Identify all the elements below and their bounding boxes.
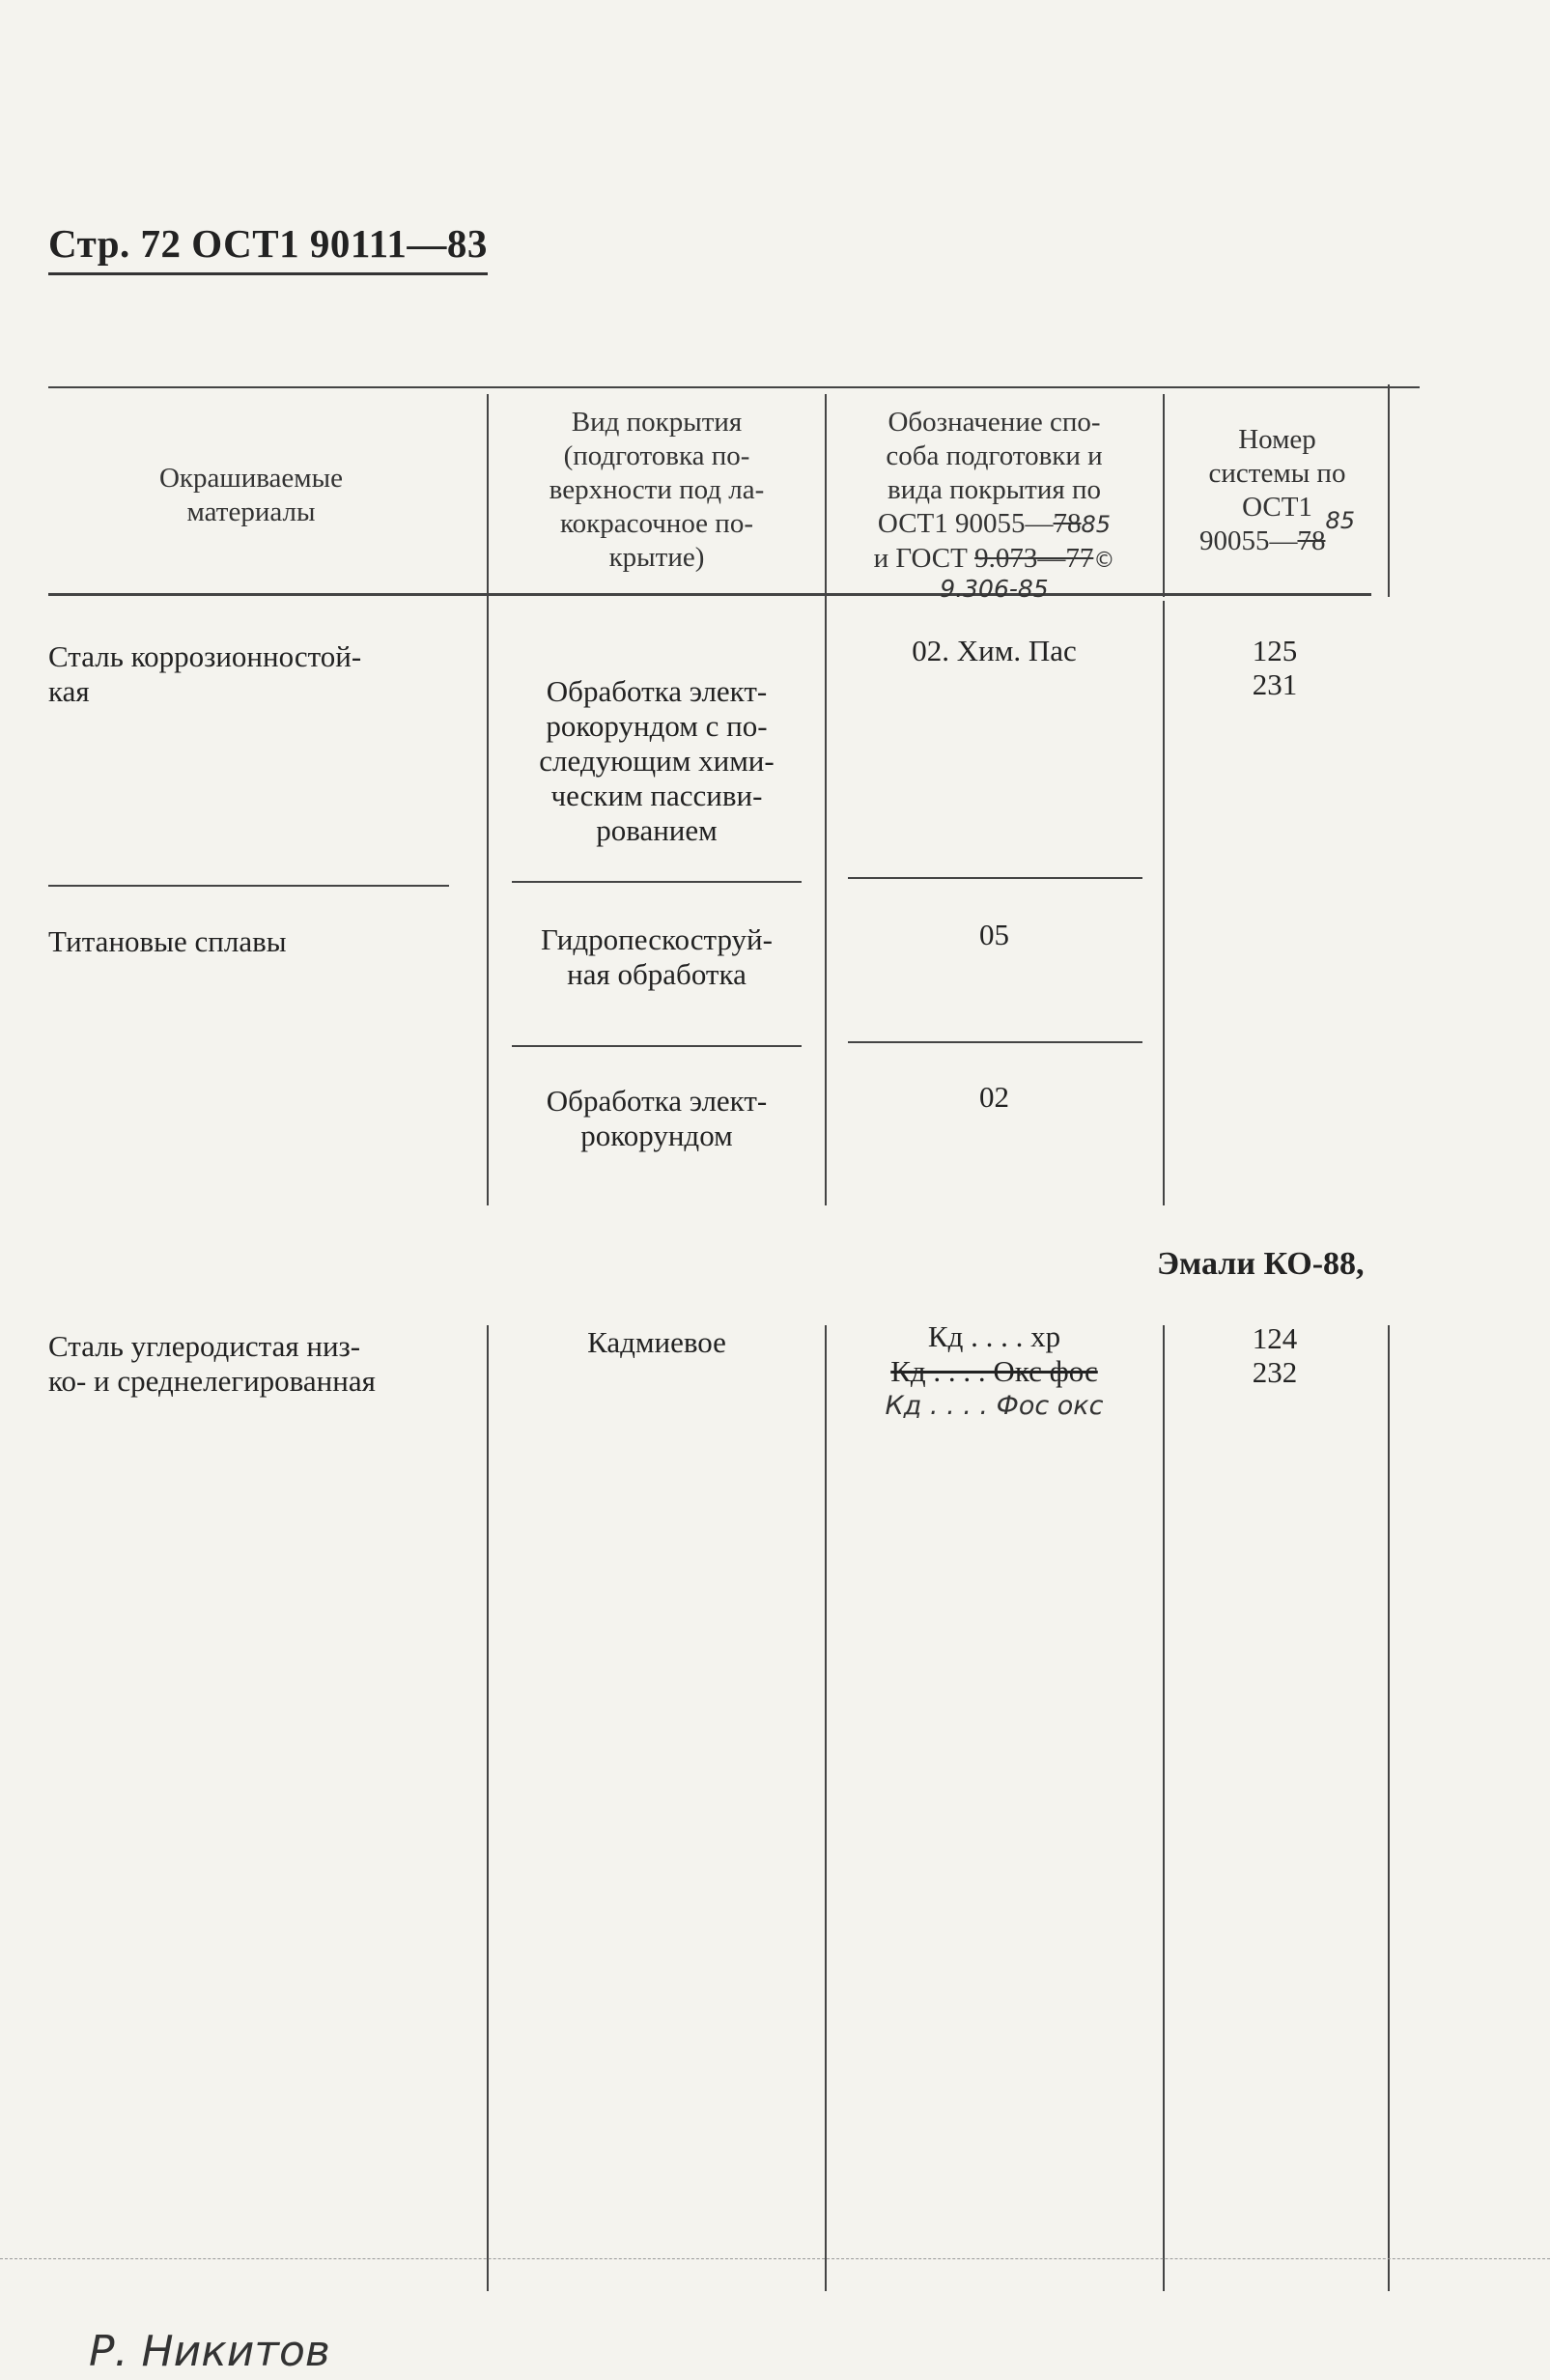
- column-divider-2-lower: [825, 1325, 827, 2291]
- material-line: ко- и среднелегированная: [48, 1364, 376, 1398]
- coating-line: рокорундом с по-: [546, 709, 768, 743]
- header-line: Обозначение спо-: [888, 407, 1101, 438]
- row4-coating: Кадмиевое: [587, 1325, 726, 1359]
- system-number: 232: [1252, 1355, 1298, 1389]
- row-separator: [848, 1041, 1142, 1043]
- header-line: [832, 542, 1156, 578]
- row4-designation: [832, 1319, 1156, 1424]
- row1-systems: [1178, 634, 1371, 701]
- system-number: 125: [1252, 634, 1298, 667]
- material-line: Сталь углеродистая низ-: [48, 1329, 361, 1363]
- header-line: крытие): [608, 542, 705, 573]
- header-line: кокрасочное по-: [560, 508, 753, 539]
- coating-line: Обработка элект-: [546, 1084, 768, 1118]
- header-system-prefix: 90055—: [1198, 525, 1298, 556]
- coating-line: Обработка элект-: [546, 674, 768, 708]
- header-line: ОСТ1: [1242, 492, 1312, 523]
- column-divider-3b: [1163, 601, 1165, 1205]
- table-header-rule: [48, 593, 1371, 596]
- handwritten-designation: Кд . . . . Фос окс: [885, 1391, 1104, 1421]
- handwritten-signature: Р. Никитов: [89, 2327, 330, 2376]
- coating-line: Гидропескоструй-: [541, 922, 773, 956]
- header-line: вида покрытия по: [888, 474, 1101, 505]
- bottom-dashed-rule: [0, 2258, 1550, 2259]
- table-top-rule: [48, 386, 1420, 388]
- struck-ost-year: 78: [1053, 508, 1082, 539]
- header-system-number: [1169, 423, 1386, 559]
- header-line: [832, 507, 1156, 542]
- header-line: Вид покрытия: [571, 407, 743, 438]
- system-number: 231: [1252, 667, 1298, 701]
- material-line: кая: [48, 674, 90, 708]
- struck-gost-number: 9.073—77: [974, 543, 1094, 574]
- header-gost-prefix: и ГОСТ: [873, 543, 975, 574]
- system-number: 124: [1252, 1321, 1298, 1355]
- page-title: Стр. 72 ОСТ1 90111—83: [48, 220, 488, 275]
- header-materials: [58, 462, 444, 529]
- handwritten-system-year: 85: [1325, 507, 1356, 534]
- row-separator: [48, 885, 449, 887]
- row2-designation: 05: [979, 918, 1009, 951]
- row4-material: [48, 1329, 454, 1399]
- material-line: Сталь коррозионностой-: [48, 639, 362, 673]
- row-separator: [512, 881, 802, 883]
- column-divider-3: [1163, 394, 1165, 597]
- handwritten-gost-number: 9.306-85: [940, 575, 1049, 603]
- row4-systems: [1178, 1321, 1371, 1389]
- row-separator: [512, 1045, 802, 1047]
- header-line: соба подготовки и: [886, 440, 1103, 471]
- circle-mark: ©: [1093, 549, 1115, 573]
- header-line: верхности под ла-: [549, 474, 765, 505]
- row2-material: Титановые сплавы: [48, 924, 287, 958]
- row-separator: [848, 877, 1142, 879]
- row3-coating: [497, 1084, 816, 1153]
- header-materials-label: Окрашиваемые материалы: [158, 463, 343, 527]
- struck-designation: Кд . . . . Окс фос: [890, 1354, 1098, 1388]
- coating-line: рокорундом: [580, 1119, 733, 1152]
- coating-line: следующим хими-: [539, 744, 775, 778]
- column-divider-2: [825, 394, 827, 1205]
- row2-coating: [497, 922, 816, 992]
- header-line: системы по: [1208, 458, 1346, 489]
- designation-line: Кд . . . . хр: [927, 1319, 1061, 1353]
- row3-designation: 02: [979, 1080, 1009, 1114]
- coating-line: рованием: [596, 813, 718, 847]
- header-coating-kind: [497, 406, 816, 575]
- coating-line: ческим пассиви-: [550, 779, 763, 812]
- column-divider-4: [1388, 384, 1390, 597]
- column-divider-1: [487, 394, 489, 1205]
- header-designation: [832, 406, 1156, 601]
- section-label: Эмали КО-88,: [1157, 1246, 1365, 1282]
- row1-coating: [497, 674, 816, 848]
- column-divider-1-lower: [487, 1325, 489, 2291]
- column-divider-4-lower: [1388, 1325, 1390, 2291]
- header-line: Номер: [1238, 424, 1316, 455]
- column-divider-3-lower: [1163, 1325, 1165, 2291]
- handwritten-ost-year: 85: [1081, 511, 1112, 538]
- header-ost-prefix: ОСТ1 90055—: [877, 508, 1054, 539]
- coating-line: ная обработка: [567, 957, 747, 991]
- header-line: (подготовка по-: [563, 440, 750, 471]
- struck-system-year: 78: [1297, 525, 1326, 556]
- row1-designation: 02. Хим. Пас: [912, 634, 1077, 667]
- row1-material: [48, 639, 454, 709]
